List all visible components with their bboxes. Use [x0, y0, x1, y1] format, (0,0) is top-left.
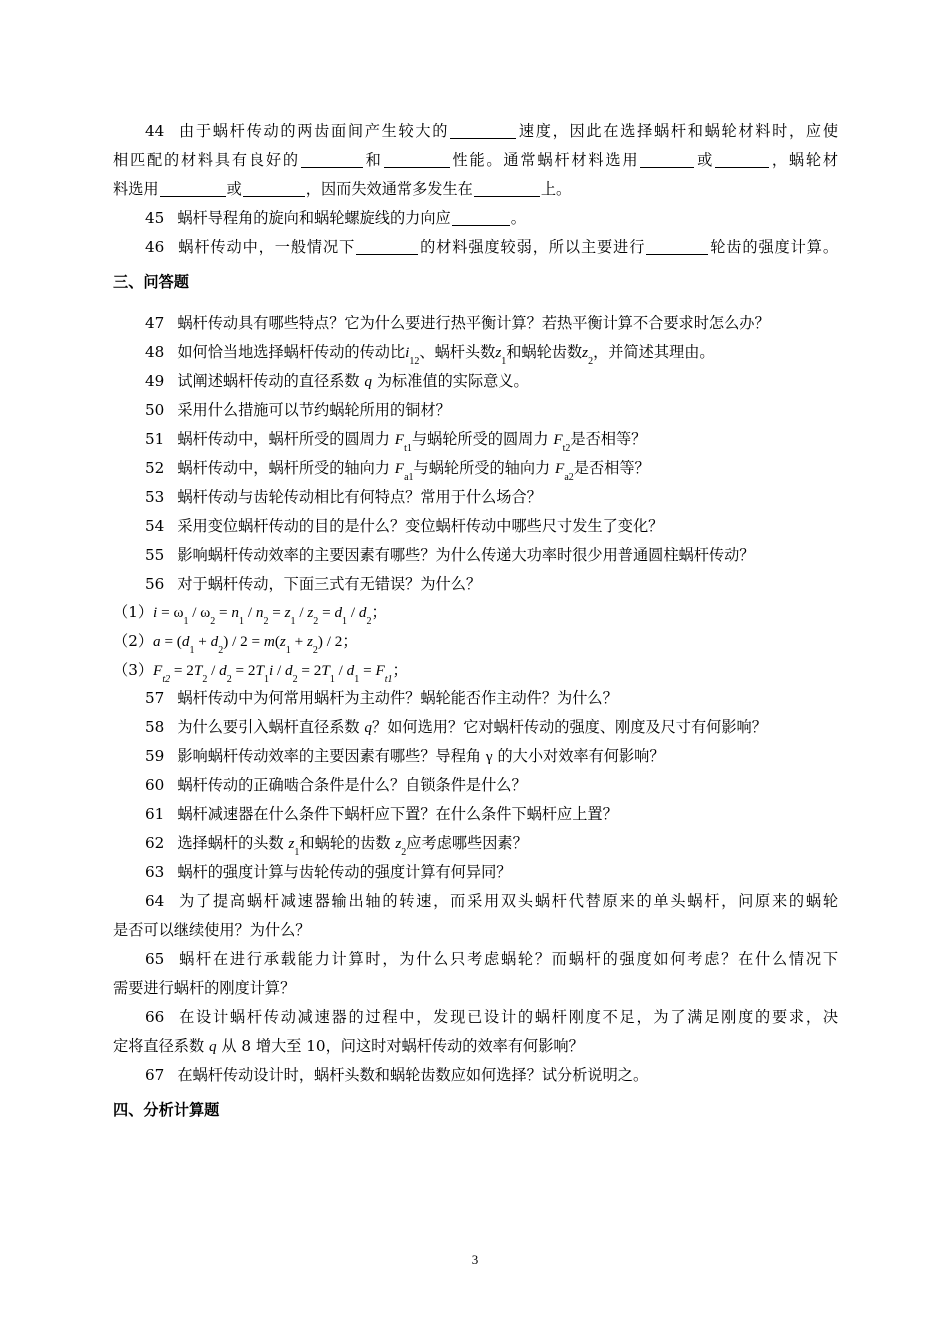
question-46: 46 蜗杆传动中，一般情况下 的材料强度较弱，所以主要进行 轮齿的强度计算。 [145, 238, 839, 256]
answer-blank [474, 181, 540, 197]
question-48: 48 如何恰当地选择蜗杆传动的传动比$i_{12}$、蜗杆头数$z_1$和蜗轮齿数$z_2$，并简述其理由。 [145, 343, 715, 367]
answer-blank [160, 181, 226, 197]
answer-blank [450, 123, 516, 139]
question-54: 54 采用变位蜗杆传动的目的是什么？变位蜗杆传动中哪些尺寸发生了变化？ [145, 517, 664, 535]
question-57: 57 蜗杆传动中为何常用蜗杆为主动件？蜗轮能否作主动件？为什么？ [145, 689, 618, 707]
page-number: 3 [471, 1252, 479, 1267]
question-53: 53 蜗杆传动与齿轮传动相比有何特点？常用于什么场合？ [145, 488, 542, 506]
question-64-line-2: 是否可以继续使用？为什么？ [113, 921, 311, 939]
question-44-line-3: 料选用 或 ，因而失效通常多发生在 上。 [113, 180, 572, 198]
answer-blank [646, 239, 708, 255]
question-65-line-2: 需要进行蜗杆的刚度计算？ [113, 979, 296, 997]
answer-blank [384, 152, 450, 168]
question-44-line-2: 相匹配的材料具有良好的 和 性能。通常蜗杆材料选用 或 ，蜗轮材 [113, 151, 839, 169]
question-61: 61 蜗杆减速器在什么条件下蜗杆应下置？在什么条件下蜗杆应上置？ [145, 805, 618, 823]
question-45: 45 蜗杆导程角的旋向和蜗轮螺旋线的力向应 。 [145, 209, 526, 227]
question-62: 62 选择蜗杆的头数 $z_1$和蜗轮的齿数 $z_2$应考虑哪些因素？ [145, 834, 528, 858]
question-65-line-1: 65 蜗杆在进行承载能力计算时，为什么只考虑蜗轮？而蜗杆的强度如何考虑？在什么情况下 [145, 950, 838, 968]
question-47: 47 蜗杆传动具有哪些特点？它为什么要进行热平衡计算？若热平衡计算不合要求时怎么办？ [145, 314, 770, 332]
question-67: 67 在蜗杆传动设计时，蜗杆头数和蜗轮齿数应如何选择？试分析说明之。 [145, 1066, 649, 1084]
formula-1: $(1)i = \omega_1 / \omega_2 = n_1 / n_2 = z_1 / z_2 = d_1 / d_2$； [113, 603, 387, 627]
formula-2: $(2)a = (d_1 + d_2) / 2 = m(z_1 + z_2) / 2$； [113, 632, 358, 656]
question-60: 60 蜗杆传动的正确啮合条件是什么？自锁条件是什么？ [145, 776, 527, 794]
question-56: 56 对于蜗杆传动，下面三式有无错误？为什么？ [145, 575, 482, 593]
question-49: 49 试阐述蜗杆传动的直径系数 q 为标准值的实际意义。 [145, 372, 529, 390]
question-64-line-1: 64 为了提高蜗杆减速器输出轴的转速，而采用双头蜗杆代替原来的单头蜗杆，问原来的蜗轮 [145, 892, 838, 910]
question-58: 58 为什么要引入蜗杆直径系数 q？如何选用？它对蜗杆传动的强度、刚度及尺寸有何影响？ [145, 718, 767, 736]
formula-3: $(3)F_{t2} = 2T_2 / d_2 = 2T_1i / d_2 = 2T_1 / d_1 = F_{t1}$； [113, 661, 408, 685]
question-55: 55 影响蜗杆传动效率的主要因素有哪些？为什么传递大功率时很少用普通圆柱蜗杆传动？ [145, 546, 755, 564]
question-44-line-1: 44 由于蜗杆传动的两齿面间产生较大的 速度，因此在选择蜗杆和蜗轮材料时，应使 [145, 122, 839, 140]
question-66-line-1: 66 在设计蜗杆传动减速器的过程中，发现已设计的蜗杆刚度不足，为了满足刚度的要求，决 [145, 1008, 838, 1026]
question-59: 59 影响蜗杆传动效率的主要因素有哪些？导程角 γ 的大小对效率有何影响？ [145, 747, 665, 765]
answer-blank [243, 181, 305, 197]
answer-blank [356, 239, 418, 255]
answer-blank [715, 152, 769, 168]
question-52: 52 蜗杆传动中，蜗杆所受的轴向力 $F_{a1}$与蜗轮所受的轴向力 $F_{a2}$是否相等？ [145, 459, 650, 483]
question-51: 51 蜗杆传动中，蜗杆所受的圆周力 $F_{t1}$与蜗轮所受的圆周力 $F_{t2}$是否相等？ [145, 430, 647, 454]
answer-blank [452, 210, 510, 226]
question-66-line-2: 定将直径系数 q 从 8 增大至 10，问这时对蜗杆传动的效率有何影响？ [113, 1037, 584, 1055]
answer-blank [640, 152, 694, 168]
question-50: 50 采用什么措施可以节约蜗轮所用的铜材？ [145, 401, 451, 419]
answer-blank [301, 152, 363, 168]
section-3-heading: 三、问答题 [113, 273, 189, 291]
question-63: 63 蜗杆的强度计算与齿轮传动的强度计算有何异同？ [145, 863, 512, 881]
section-4-heading: 四、分析计算题 [113, 1101, 220, 1119]
